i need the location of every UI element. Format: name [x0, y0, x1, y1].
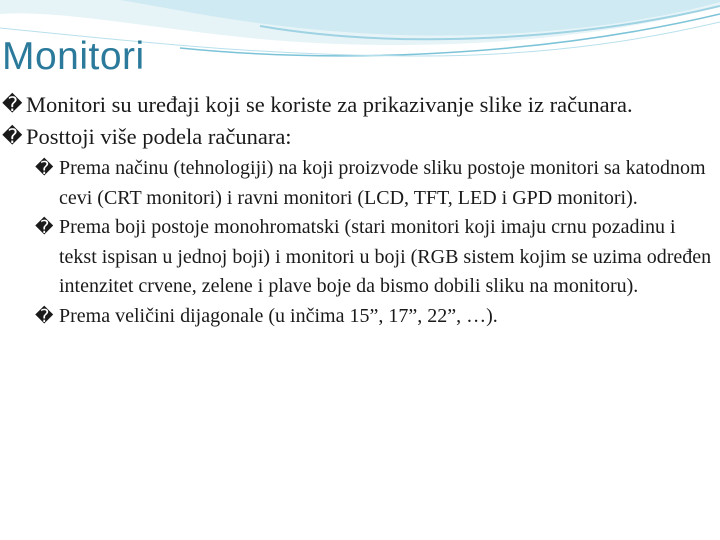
list-item-text: Posttoji više podela računara:	[26, 124, 292, 149]
slide-title: Monitori	[2, 35, 145, 78]
list-item	[0, 122, 716, 151]
bullet-list	[0, 90, 716, 331]
bullet-icon: �	[2, 124, 23, 148]
bullet-icon: �	[35, 305, 54, 327]
list-item	[0, 90, 716, 119]
list-item-text: Prema boji postoje monohromatski (stari monitori koji imaju crnu pozadinu i tekst ispisan u jednoj boji) i monitori u boji (RGB sistem kojim se uzima određen intenzitet crvene, zelene i plave boje da bismo dobili sliku na monitoru).	[59, 216, 712, 297]
bullet-icon: �	[2, 92, 23, 116]
sub-list-item	[0, 213, 716, 302]
list-item-text: Prema veličini dijagonale (u inčima 15”, 17”, 22”, …).	[59, 304, 498, 327]
sub-list-item	[0, 302, 716, 332]
bullet-icon: �	[35, 158, 54, 179]
sub-list-item	[0, 154, 716, 213]
bullet-icon: �	[35, 217, 54, 238]
list-item-text: Monitori su uređaji koji se koriste za prikazivanje slike iz računara.	[26, 92, 633, 117]
list-item-text: Prema načinu (tehnologiji) na koji proizvode sliku postoje monitori sa katodnom cevi (CRT monitori) i ravni monitori (LCD, TFT, LED i GPD monitori).	[59, 157, 706, 209]
